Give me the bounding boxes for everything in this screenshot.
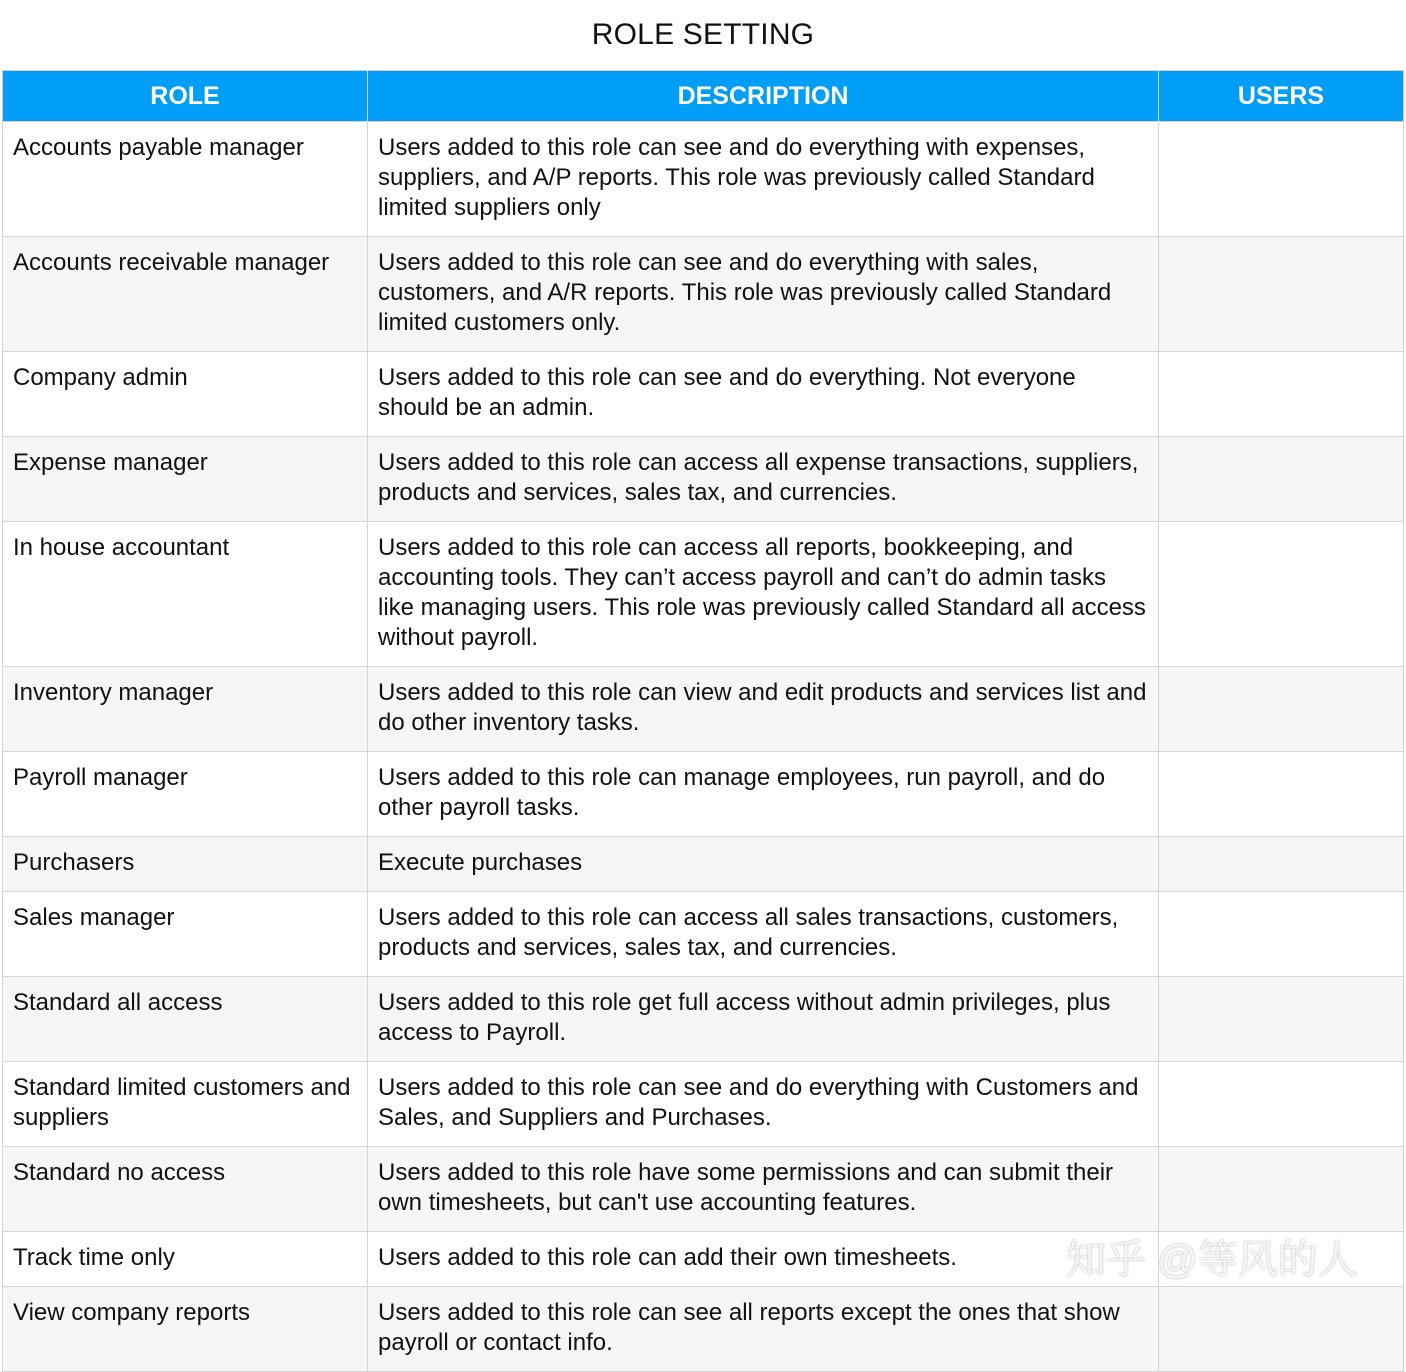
table-row [3, 352, 1404, 437]
table-row [3, 122, 1404, 237]
table-row [3, 1232, 1404, 1287]
table-row [3, 437, 1404, 522]
role-cell: Accounts receivable manager [3, 237, 368, 352]
users-cell[interactable] [1159, 352, 1404, 437]
description-cell: Users added to this role get full access without admin privileges, plus access to Payroll. [368, 977, 1159, 1062]
role-cell: Purchasers [3, 837, 368, 892]
table-row [3, 1287, 1404, 1372]
table-body [3, 122, 1404, 1372]
users-cell[interactable] [1159, 122, 1404, 237]
description-cell: Users added to this role can see and do everything. Not everyone should be an admin. [368, 352, 1159, 437]
users-cell[interactable] [1159, 837, 1404, 892]
role-cell: Standard all access [3, 977, 368, 1062]
description-cell: Users added to this role can see all reports except the ones that show payroll or contact info. [368, 1287, 1159, 1372]
header-row [3, 71, 1404, 122]
description-cell: Users added to this role can manage employees, run payroll, and do other payroll tasks. [368, 752, 1159, 837]
role-cell: Accounts payable manager [3, 122, 368, 237]
description-cell: Users added to this role can view and edit products and services list and do other inventory tasks. [368, 667, 1159, 752]
users-cell[interactable] [1159, 892, 1404, 977]
description-cell: Users added to this role have some permissions and can submit their own timesheets, but can't use accounting features. [368, 1147, 1159, 1232]
column-header-role: ROLE [3, 71, 368, 122]
role-cell: In house accountant [3, 522, 368, 667]
table-row [3, 837, 1404, 892]
role-cell: Standard limited customers and suppliers [3, 1062, 368, 1147]
description-cell: Users added to this role can add their own timesheets. [368, 1232, 1159, 1287]
watermark: 知乎 @等风的人 [1066, 1238, 1358, 1282]
description-cell: Users added to this role can access all sales transactions, customers, products and services, sales tax, and currencies. [368, 892, 1159, 977]
users-cell[interactable] [1159, 667, 1404, 752]
table-header [3, 71, 1404, 122]
description-cell: Execute purchases [368, 837, 1159, 892]
role-cell: Inventory manager [3, 667, 368, 752]
users-cell[interactable] [1159, 522, 1404, 667]
users-cell[interactable] [1159, 1147, 1404, 1232]
table-row [3, 522, 1404, 667]
role-cell: Sales manager [3, 892, 368, 977]
description-cell: Users added to this role can see and do everything with expenses, suppliers, and A/P reports. This role was previously called Standard limited suppliers only [368, 122, 1159, 237]
description-cell: Users added to this role can see and do everything with Customers and Sales, and Suppliers and Purchases. [368, 1062, 1159, 1147]
table-row [3, 667, 1404, 752]
column-header-users: USERS [1159, 71, 1404, 122]
role-cell: Company admin [3, 352, 368, 437]
column-header-description: DESCRIPTION [368, 71, 1159, 122]
users-cell[interactable] [1159, 977, 1404, 1062]
description-cell: Users added to this role can access all reports, bookkeeping, and accounting tools. They can’t access payroll and can’t do admin tasks like managing users. This role was previously called Standard all access without payroll. [368, 522, 1159, 667]
table-row [3, 1147, 1404, 1232]
table-row [3, 237, 1404, 352]
role-cell: Standard no access [3, 1147, 368, 1232]
description-cell: Users added to this role can access all expense transactions, suppliers, products and services, sales tax, and currencies. [368, 437, 1159, 522]
table-row [3, 1062, 1404, 1147]
role-cell: View company reports [3, 1287, 368, 1372]
table-row [3, 977, 1404, 1062]
page-title: ROLE SETTING [591, 18, 815, 51]
users-cell[interactable] [1159, 237, 1404, 352]
description-cell: Users added to this role can see and do everything with sales, customers, and A/R reports. This role was previously called Standard limited customers only. [368, 237, 1159, 352]
role-table [2, 70, 1404, 1372]
table-row [3, 892, 1404, 977]
role-cell: Track time only [3, 1232, 368, 1287]
users-cell[interactable] [1159, 1232, 1404, 1287]
users-cell[interactable] [1159, 1287, 1404, 1372]
users-cell[interactable] [1159, 437, 1404, 522]
users-cell[interactable] [1159, 752, 1404, 837]
role-cell: Expense manager [3, 437, 368, 522]
table-row [3, 752, 1404, 837]
users-cell[interactable] [1159, 1062, 1404, 1147]
role-cell: Payroll manager [3, 752, 368, 837]
